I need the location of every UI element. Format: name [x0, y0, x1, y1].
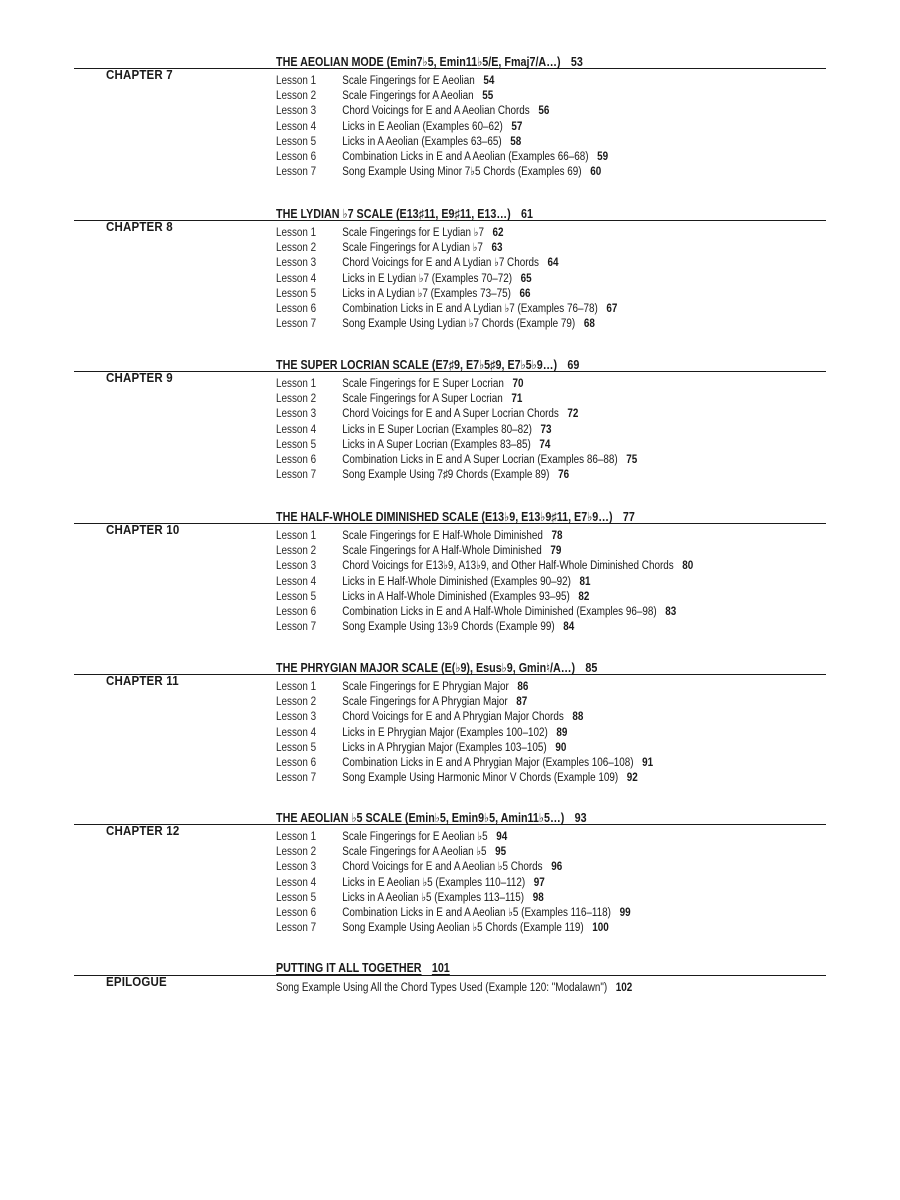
lesson-item[interactable] — [276, 226, 617, 241]
lesson-page-number: 83 — [665, 605, 677, 618]
lesson-page-number: 81 — [579, 575, 591, 588]
lesson-number: Lesson 1 — [276, 75, 317, 87]
lesson-number: Lesson 3 — [276, 105, 317, 118]
lesson-title: Combination Licks in E and A Aeolian ♭5 (Examples 116–118) — [342, 906, 611, 919]
epilogue-label: EPILOGUE — [106, 975, 167, 989]
lesson-page-number: 78 — [551, 530, 563, 542]
lesson-number: Lesson 2 — [276, 545, 317, 558]
lesson-title: Licks in A Lydian ♭7 (Examples 73–75) — [342, 287, 511, 300]
lesson-item[interactable] — [276, 272, 617, 287]
lesson-item[interactable] — [276, 756, 653, 771]
lesson-title: Song Example Using 13♭9 Chords (Example 99) — [342, 621, 555, 634]
chapter-page-number: 61 — [521, 207, 533, 221]
lesson-number: Lesson 7 — [276, 922, 317, 935]
epilogue-item-title: Song Example Using All the Chord Types Used (Example 120: "Modalawn") — [276, 982, 608, 994]
lesson-list — [276, 529, 761, 635]
lesson-list — [276, 74, 662, 180]
lesson-item[interactable] — [276, 120, 608, 135]
lesson-number: Lesson 7 — [276, 469, 317, 482]
lesson-list — [276, 226, 673, 332]
lesson-title: Chord Voicings for E and A Aeolian Chords — [342, 105, 530, 118]
lesson-page-number: 95 — [495, 846, 507, 859]
lesson-title: Scale Fingerings for A Aeolian — [342, 90, 474, 103]
lesson-number: Lesson 5 — [276, 438, 317, 451]
epilogue-list — [276, 981, 690, 996]
lesson-title: Combination Licks in E and A Phrygian Major (Examples 106–108) — [342, 756, 634, 769]
lesson-title: Song Example Using Lydian ♭7 Chords (Example 79) — [342, 318, 576, 331]
lesson-number: Lesson 3 — [276, 711, 317, 724]
lesson-item[interactable] — [276, 438, 637, 453]
lesson-title: Scale Fingerings for A Phrygian Major — [342, 696, 508, 709]
lesson-page-number: 98 — [532, 891, 544, 904]
lesson-item[interactable] — [276, 605, 693, 620]
lesson-item[interactable] — [276, 317, 617, 332]
lesson-number: Lesson 1 — [276, 831, 317, 843]
lesson-item[interactable] — [276, 590, 693, 605]
lesson-page-number: 84 — [563, 621, 575, 634]
lesson-page-number: 80 — [682, 560, 694, 573]
lesson-page-number: 88 — [572, 711, 584, 724]
lesson-item[interactable] — [276, 135, 608, 150]
chapter-label: CHAPTER 7 — [106, 68, 173, 82]
lesson-number: Lesson 1 — [276, 378, 317, 390]
epilogue-title-text: PUTTING IT ALL TOGETHER — [276, 961, 422, 975]
chapter-title[interactable] — [276, 357, 579, 372]
lesson-number: Lesson 5 — [276, 135, 317, 148]
lesson-item[interactable] — [276, 845, 631, 860]
lesson-page-number: 76 — [558, 469, 570, 482]
lesson-item[interactable] — [276, 104, 608, 119]
lesson-title: Chord Voicings for E and A Phrygian Major Chords — [342, 711, 564, 724]
chapter-label: CHAPTER 10 — [106, 523, 180, 537]
chapter-title[interactable] — [276, 206, 533, 221]
lesson-title: Licks in E Half-Whole Diminished (Examples 90–92) — [342, 575, 571, 588]
lesson-page-number: 66 — [519, 287, 531, 300]
lesson-page-number: 87 — [516, 696, 528, 709]
lesson-item[interactable] — [276, 392, 637, 407]
lesson-page-number: 99 — [619, 906, 631, 919]
lesson-item[interactable] — [276, 529, 693, 544]
lesson-page-number: 74 — [539, 438, 551, 451]
lesson-list — [276, 830, 688, 936]
epilogue-page-number: 101 — [431, 961, 450, 975]
lesson-title: Combination Licks in E and A Aeolian (Examples 66–68) — [342, 150, 589, 163]
lesson-page-number: 100 — [592, 922, 609, 935]
lesson-item[interactable] — [276, 468, 637, 483]
lesson-title: Licks in A Super Locrian (Examples 83–85) — [342, 438, 531, 451]
lesson-number: Lesson 4 — [276, 423, 317, 436]
lesson-number: Lesson 4 — [276, 876, 317, 889]
lesson-page-number: 60 — [590, 166, 602, 179]
lesson-item[interactable] — [276, 377, 637, 392]
lesson-title: Chord Voicings for E13♭9, A13♭9, and Other Half-Whole Diminished Chords — [342, 560, 674, 573]
lesson-page-number: 92 — [626, 772, 638, 785]
lesson-page-number: 86 — [517, 681, 529, 693]
lesson-page-number: 72 — [567, 408, 579, 421]
lesson-number: Lesson 4 — [276, 272, 317, 285]
lesson-item[interactable] — [276, 575, 693, 590]
lesson-item[interactable] — [276, 407, 637, 422]
lesson-number: Lesson 2 — [276, 90, 317, 103]
lesson-title: Combination Licks in E and A Super Locrian (Examples 86–88) — [342, 453, 618, 466]
lesson-item[interactable] — [276, 302, 617, 317]
lesson-title: Licks in E Aeolian (Examples 60–62) — [342, 120, 503, 133]
lesson-page-number: 68 — [583, 318, 595, 331]
lesson-number: Lesson 5 — [276, 590, 317, 603]
lesson-item[interactable] — [276, 771, 653, 786]
lesson-page-number: 75 — [626, 453, 638, 466]
lesson-item[interactable] — [276, 830, 631, 845]
lesson-page-number: 70 — [512, 378, 524, 390]
lesson-page-number: 82 — [578, 590, 590, 603]
lesson-page-number: 58 — [510, 135, 522, 148]
lesson-number: Lesson 6 — [276, 302, 317, 315]
lesson-number: Lesson 2 — [276, 696, 317, 709]
lesson-list — [276, 377, 696, 483]
lesson-item[interactable] — [276, 89, 608, 104]
lesson-number: Lesson 6 — [276, 150, 317, 163]
chapter-label: CHAPTER 9 — [106, 371, 173, 385]
lesson-page-number: 97 — [533, 876, 545, 889]
lesson-number: Lesson 3 — [276, 408, 317, 421]
lesson-page-number: 65 — [520, 272, 532, 285]
lesson-title: Licks in E Super Locrian (Examples 80–82) — [342, 423, 532, 436]
epilogue-item[interactable] — [276, 981, 632, 996]
lesson-title: Scale Fingerings for A Lydian ♭7 — [342, 242, 483, 255]
lesson-title: Licks in E Lydian ♭7 (Examples 70–72) — [342, 272, 512, 285]
lesson-page-number: 57 — [511, 120, 523, 133]
lesson-item[interactable] — [276, 74, 608, 89]
lesson-item[interactable] — [276, 710, 653, 725]
chapter-label: CHAPTER 11 — [106, 674, 179, 688]
chapter-title[interactable] — [276, 509, 635, 524]
chapter-page-number: 85 — [585, 661, 598, 675]
lesson-item[interactable] — [276, 241, 617, 256]
lesson-number: Lesson 4 — [276, 575, 317, 588]
lesson-item[interactable] — [276, 150, 608, 165]
lesson-item[interactable] — [276, 860, 631, 875]
lesson-number: Lesson 6 — [276, 756, 317, 769]
lesson-number: Lesson 3 — [276, 560, 317, 573]
chapter-title-text: THE HALF-WHOLE DIMINISHED SCALE (E13♭9, E13♭9♯11, E7♭9…) — [276, 510, 613, 524]
lesson-number: Lesson 3 — [276, 861, 317, 874]
lesson-item[interactable] — [276, 165, 608, 180]
lesson-number: Lesson 7 — [276, 772, 317, 785]
chapter-title[interactable] — [276, 660, 597, 675]
lesson-title: Scale Fingerings for E Super Locrian — [342, 378, 504, 390]
lesson-title: Scale Fingerings for E Lydian ♭7 — [342, 227, 484, 239]
chapter-title-text: THE AEOLIAN MODE (Emin7♭5, Emin11♭5/E, Fmaj7/A…) — [276, 55, 561, 69]
epilogue-item-page-number: 102 — [615, 982, 633, 994]
chapter-rule — [74, 975, 826, 976]
chapter-title-text: THE SUPER LOCRIAN SCALE (E7♯9, E7♭5♯9, E7♭5♭9…) — [276, 358, 558, 372]
lesson-title: Licks in E Phrygian Major (Examples 100–102) — [342, 726, 548, 739]
lesson-number: Lesson 1 — [276, 530, 317, 542]
lesson-title: Licks in A Phrygian Major (Examples 103–105) — [342, 741, 547, 754]
epilogue-title[interactable] — [276, 961, 450, 975]
lesson-title: Song Example Using Harmonic Minor V Chords (Example 109) — [342, 772, 619, 785]
lesson-number: Lesson 5 — [276, 891, 317, 904]
lesson-title: Scale Fingerings for E Aeolian — [342, 75, 475, 87]
lesson-page-number: 67 — [606, 302, 618, 315]
lesson-item[interactable] — [276, 423, 637, 438]
lesson-item[interactable] — [276, 921, 631, 936]
lesson-number: Lesson 6 — [276, 453, 317, 466]
lesson-page-number: 59 — [597, 150, 609, 163]
chapter-page-number: 69 — [567, 358, 580, 372]
lesson-item[interactable] — [276, 620, 693, 635]
lesson-number: Lesson 3 — [276, 257, 317, 270]
lesson-item[interactable] — [276, 453, 637, 468]
lesson-item[interactable] — [276, 559, 693, 574]
lesson-title: Licks in A Aeolian ♭5 (Examples 113–115) — [342, 891, 525, 904]
lesson-page-number: 63 — [491, 242, 503, 255]
chapter-title-text: THE AEOLIAN ♭5 SCALE (Emin♭5, Emin9♭5, Amin11♭5…) — [276, 811, 565, 825]
lesson-page-number: 91 — [642, 756, 654, 769]
lesson-title: Chord Voicings for E and A Lydian ♭7 Chords — [342, 257, 539, 270]
lesson-number: Lesson 7 — [276, 166, 317, 179]
lesson-item[interactable] — [276, 287, 617, 302]
lesson-item[interactable] — [276, 695, 653, 710]
lesson-number: Lesson 5 — [276, 741, 317, 754]
lesson-title: Combination Licks in E and A Lydian ♭7 (Examples 76–78) — [342, 302, 598, 315]
lesson-item[interactable] — [276, 726, 653, 741]
lesson-title: Licks in E Aeolian ♭5 (Examples 110–112) — [342, 876, 526, 889]
lesson-number: Lesson 1 — [276, 227, 317, 239]
lesson-item[interactable] — [276, 680, 653, 695]
lesson-number: Lesson 7 — [276, 318, 317, 331]
lesson-list — [276, 680, 715, 786]
lesson-page-number: 79 — [550, 545, 562, 558]
lesson-page-number: 89 — [556, 726, 568, 739]
chapter-page-number: 93 — [574, 811, 587, 825]
lesson-title: Licks in A Aeolian (Examples 63–65) — [342, 135, 502, 148]
lesson-title: Song Example Using 7♯9 Chords (Example 89) — [342, 469, 550, 482]
lesson-title: Scale Fingerings for E Phrygian Major — [342, 681, 509, 693]
lesson-title: Song Example Using Minor 7♭5 Chords (Examples 69) — [342, 166, 582, 179]
lesson-page-number: 96 — [551, 861, 563, 874]
lesson-item[interactable] — [276, 876, 631, 891]
lesson-item[interactable] — [276, 741, 653, 756]
chapter-title-text: THE LYDIAN ♭7 SCALE (E13♯11, E9♯11, E13…) — [276, 207, 511, 221]
chapter-title[interactable] — [276, 810, 587, 825]
lesson-page-number: 94 — [496, 831, 508, 843]
lesson-title: Scale Fingerings for A Half-Whole Diminished — [342, 545, 542, 558]
lesson-number: Lesson 2 — [276, 393, 317, 406]
lesson-title: Song Example Using Aeolian ♭5 Chords (Example 119) — [342, 922, 584, 935]
lesson-page-number: 73 — [540, 423, 552, 436]
lesson-number: Lesson 4 — [276, 726, 317, 739]
lesson-number: Lesson 1 — [276, 681, 317, 693]
lesson-item[interactable] — [276, 891, 631, 906]
lesson-number: Lesson 6 — [276, 605, 317, 618]
lesson-number: Lesson 7 — [276, 621, 317, 634]
lesson-item[interactable] — [276, 906, 631, 921]
lesson-item[interactable] — [276, 256, 617, 271]
chapter-title-text: THE PHRYGIAN MAJOR SCALE (E(♭9), Esus♭9, Gmin♮/A…) — [276, 661, 576, 675]
chapter-page-number: 77 — [622, 510, 635, 524]
lesson-number: Lesson 5 — [276, 287, 317, 300]
lesson-title: Licks in A Half-Whole Diminished (Examples 93–95) — [342, 590, 570, 603]
lesson-number: Lesson 2 — [276, 846, 317, 859]
lesson-title: Scale Fingerings for A Aeolian ♭5 — [342, 846, 487, 859]
lesson-title: Chord Voicings for E and A Aeolian ♭5 Chords — [342, 861, 543, 874]
lesson-title: Scale Fingerings for E Half-Whole Diminished — [342, 530, 543, 542]
lesson-item[interactable] — [276, 544, 693, 559]
lesson-title: Chord Voicings for E and A Super Locrian Chords — [342, 408, 559, 421]
chapter-label: CHAPTER 12 — [106, 824, 180, 838]
lesson-page-number: 90 — [555, 741, 567, 754]
lesson-page-number: 71 — [511, 393, 523, 406]
lesson-title: Scale Fingerings for E Aeolian ♭5 — [342, 831, 488, 843]
lesson-page-number: 62 — [492, 227, 504, 239]
lesson-title: Combination Licks in E and A Half-Whole Diminished (Examples 96–98) — [342, 605, 657, 618]
lesson-number: Lesson 2 — [276, 242, 317, 255]
lesson-number: Lesson 6 — [276, 906, 317, 919]
lesson-page-number: 56 — [538, 105, 550, 118]
lesson-page-number: 55 — [482, 90, 494, 103]
lesson-page-number: 64 — [547, 257, 559, 270]
lesson-number: Lesson 4 — [276, 120, 317, 133]
lesson-title: Scale Fingerings for A Super Locrian — [342, 393, 503, 406]
lesson-page-number: 54 — [483, 75, 495, 87]
chapter-label: CHAPTER 8 — [106, 220, 173, 234]
chapter-title[interactable] — [276, 54, 583, 69]
chapter-page-number: 53 — [570, 55, 583, 69]
